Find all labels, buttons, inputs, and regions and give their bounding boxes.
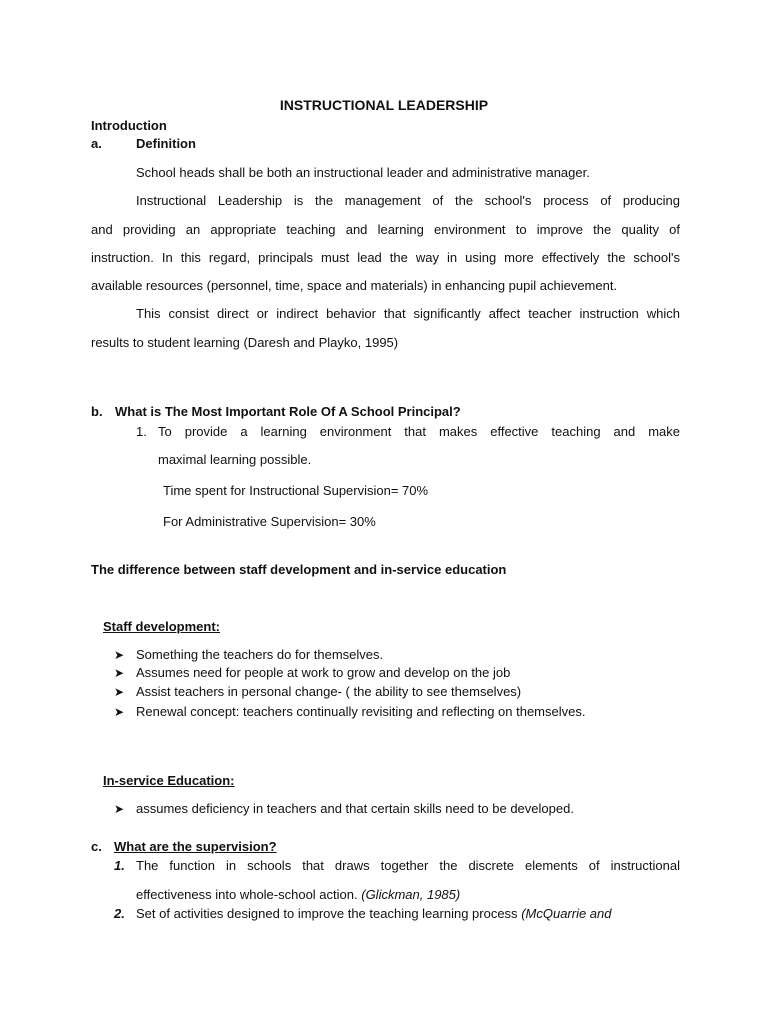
section-b-item-1-line-2: maximal learning possible.	[158, 452, 312, 467]
definition-heading: Definition	[136, 136, 196, 151]
time-administrative-supervision: For Administrative Supervision= 30%	[163, 514, 376, 529]
definition-letter: a.	[91, 136, 102, 151]
document-title: INSTRUCTIONAL LEADERSHIP	[279, 97, 489, 113]
arrow-bullet-icon: ➤	[114, 802, 125, 816]
section-b-letter: b.	[91, 404, 103, 419]
paragraph-behavior-line-2: results to student learning (Daresh and Playko, 1995)	[91, 335, 399, 350]
list-item: Assist teachers in personal change- ( the ability to see themselves)	[136, 684, 522, 699]
paragraph-instructional-line-2: and providing an appropriate teaching and learning environment to improve the quality of	[91, 222, 680, 237]
section-c-item-2-number: 2.	[114, 906, 125, 921]
citation: (Glickman, 1985)	[361, 887, 461, 902]
arrow-bullet-icon: ➤	[114, 705, 125, 719]
difference-heading: The difference between staff development and in-service education	[91, 562, 507, 577]
list-item: Assumes need for people at work to grow and develop on the job	[136, 665, 511, 680]
section-c-letter: c.	[91, 839, 102, 854]
list-item: Renewal concept: teachers continually revisiting and reflecting on themselves.	[136, 704, 586, 719]
time-instructional-supervision: Time spent for Instructional Supervision= 70%	[163, 483, 429, 498]
paragraph-instructional-line-1: Instructional Leadership is the management of the school's process of producing	[136, 193, 680, 208]
section-c-item-2-line-1: Set of activities designed to improve the teaching learning process (McQuarrie and	[136, 906, 612, 921]
paragraph-school-heads: School heads shall be both an instructional leader and administrative manager.	[136, 165, 590, 180]
paragraph-instructional-line-4: available resources (personnel, time, space and materials) in enhancing pupil achievement.	[91, 278, 618, 293]
paragraph-instructional-line-3: instruction. In this regard, principals must lead the way in using more effectively the school's	[91, 250, 680, 265]
list-item: assumes deficiency in teachers and that certain skills need to be developed.	[136, 801, 574, 816]
section-c-item-1-line-1: The function in schools that draws together the discrete elements of instructional	[136, 858, 680, 873]
list-item: Something the teachers do for themselves.	[136, 647, 384, 662]
section-b-item-1-number: 1.	[136, 424, 147, 439]
section-c-heading: What are the supervision?	[114, 839, 277, 854]
section-b-heading: What is The Most Important Role Of A School Principal?	[115, 404, 461, 419]
citation: (McQuarrie and	[521, 906, 612, 921]
section-b-item-1-line-1: To provide a learning environment that makes effective teaching and make	[158, 424, 680, 439]
section-c-item-1-line-2: effectiveness into whole-school action. (Glickman, 1985)	[136, 887, 461, 902]
paragraph-behavior-line-1: This consist direct or indirect behavior that significantly affect teacher instruction which	[136, 306, 680, 321]
inservice-education-heading: In-service Education:	[103, 773, 235, 788]
arrow-bullet-icon: ➤	[114, 666, 125, 680]
introduction-heading: Introduction	[91, 118, 167, 133]
section-c-item-1-number: 1.	[114, 858, 125, 873]
staff-development-heading: Staff development:	[103, 619, 221, 634]
arrow-bullet-icon: ➤	[114, 685, 125, 699]
arrow-bullet-icon: ➤	[114, 648, 125, 662]
